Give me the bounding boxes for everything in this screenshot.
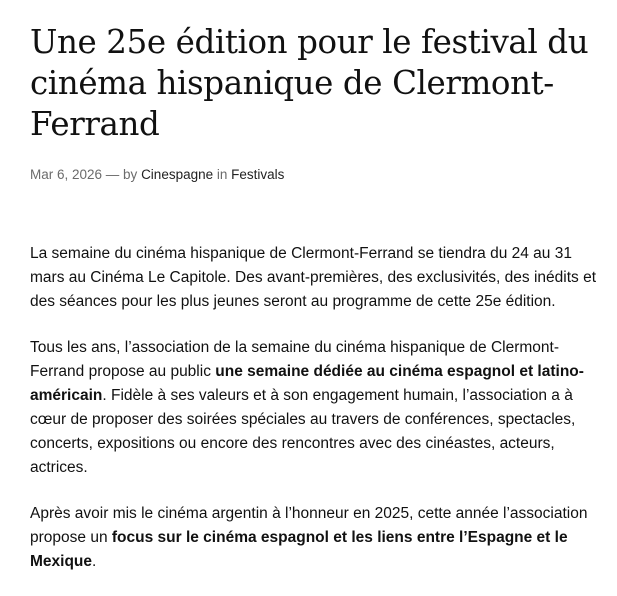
article bbox=[30, 0, 602, 596]
category-link[interactable]: Festivals bbox=[231, 167, 285, 182]
paragraph-emphasis: focus sur le cinéma espagnol et les liens entre l’Espagne et le Mexique bbox=[30, 529, 568, 570]
paragraph-text: Après avoir mis le cinéma argentin à l’honneur en 2025, cette année l’association propose un bbox=[30, 505, 588, 546]
paragraph-1 bbox=[30, 242, 602, 314]
paragraph-2 bbox=[30, 336, 602, 480]
paragraph-text: . bbox=[92, 553, 97, 570]
paragraph-text: . Fidèle à ses valeurs et à son engagement humain, l’association a à cœur de proposer des soirées spéciales au travers de conférences, spectacles, concerts, expositions ou encore des rencontres avec des cinéastes, acteurs, actrices. bbox=[30, 387, 576, 476]
article-body bbox=[30, 242, 602, 574]
paragraph-emphasis: une semaine dédiée au cinéma espagnol et latino-américain bbox=[30, 363, 584, 404]
paragraph-3 bbox=[30, 502, 602, 574]
paragraph-text: La semaine du cinéma hispanique de Clermont-Ferrand se tiendra du 24 au 31 mars au Cinéma Le Capitole. Des avant-premières, des exclusivités, des inédits et des séances pour les plus jeunes seront au programme de cette 25e édition. bbox=[30, 245, 597, 310]
byline-separator: — by bbox=[102, 167, 142, 182]
article-title: Une 25e édition pour le festival du cinéma hispanique de Clermont-Ferrand bbox=[30, 23, 589, 143]
paragraph-text: Tous les ans, l’association de la semaine du cinéma hispanique de Clermont-Ferrand propose au public bbox=[30, 339, 560, 380]
article-meta bbox=[30, 166, 602, 184]
author-link[interactable]: Cinespagne bbox=[141, 167, 214, 182]
category-prefix: in bbox=[213, 167, 232, 182]
post-date: Mar 6, 2026 bbox=[30, 167, 103, 182]
